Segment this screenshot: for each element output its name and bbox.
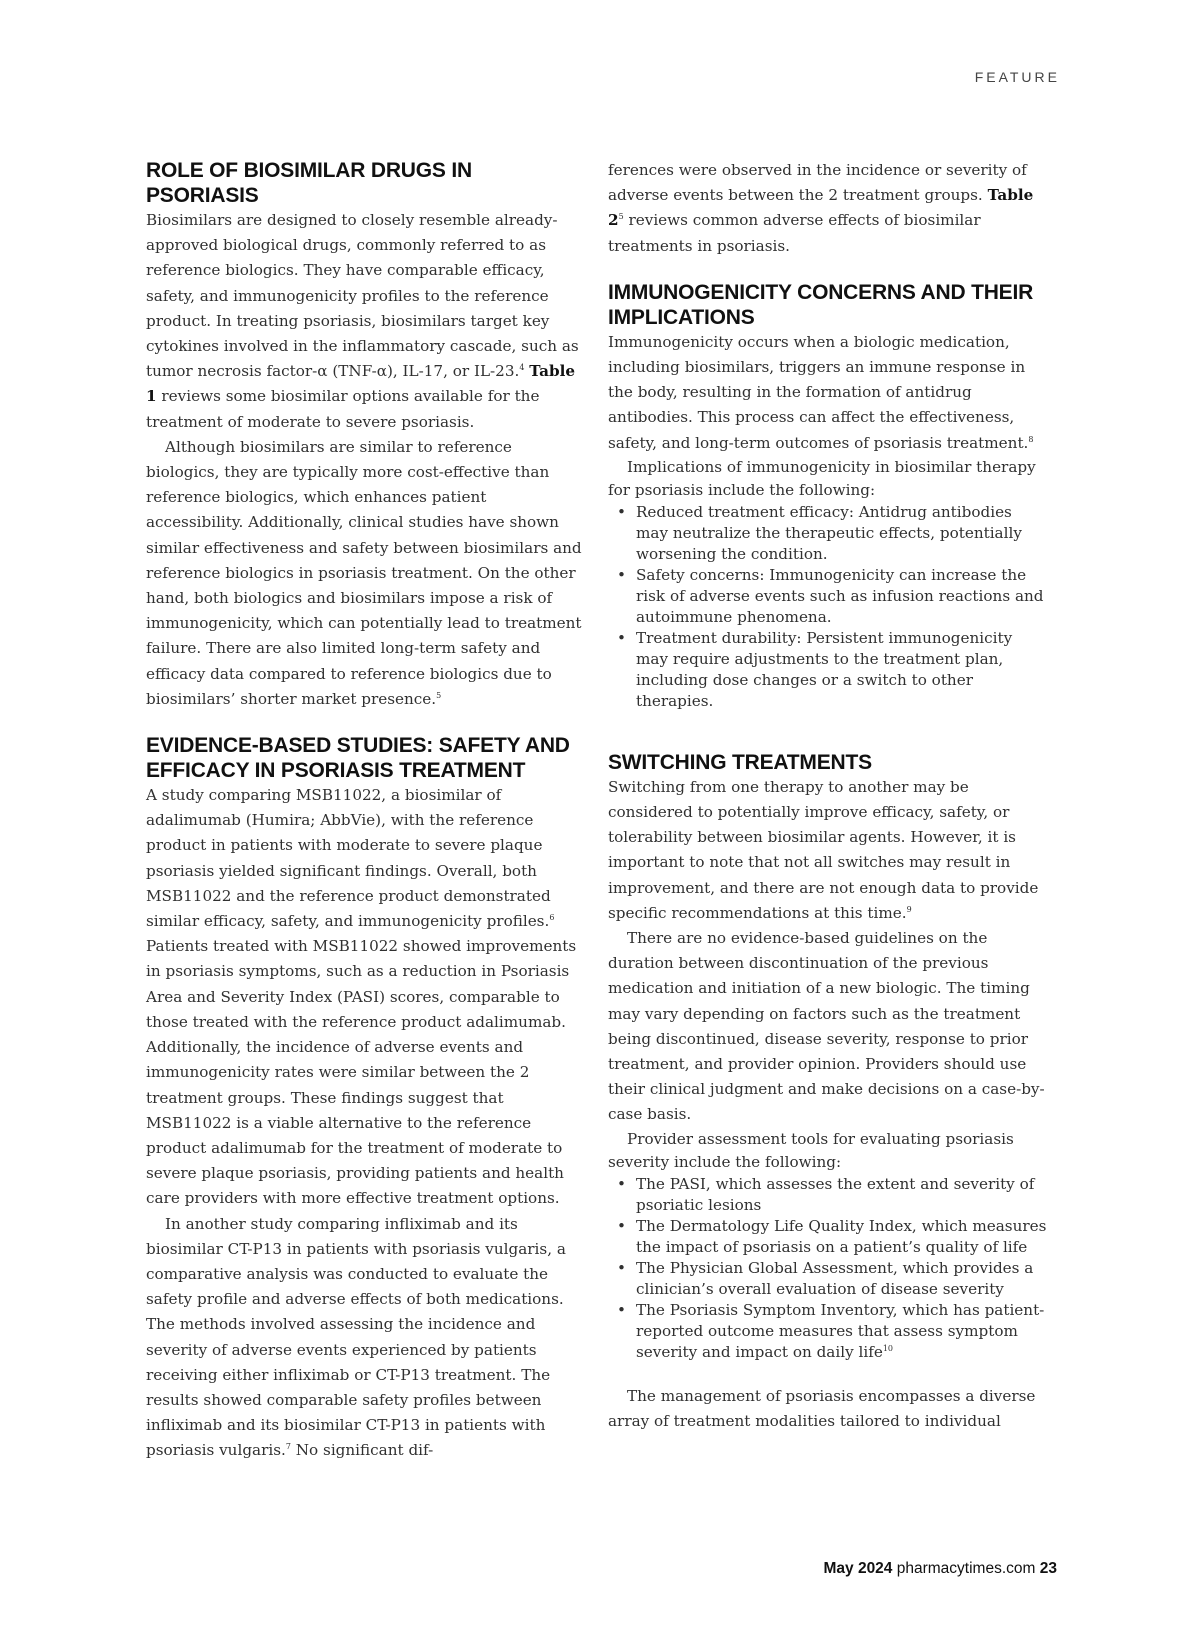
list-item: • The Psoriasis Symptom Inventory, which has patient-reported outcome measures that assess symptom severity and impact on daily life$^{10}$ [608, 1300, 1048, 1363]
heading-switching-treatments: SWITCHING TREATMENTS [608, 750, 872, 774]
citation: 9 [906, 904, 912, 914]
paragraph-msb11022-study: A study comparing MSB11022, a biosimilar of adalimumab (Humira; AbbVie), with the reference product in patients with moderate to severe plaque psoriasis yielded significant findings. Overall, both MSB11022 and the reference product demonstrated similar efficacy, safety, and immunogenicity profiles.$^6$ Patients treated with MSB11022 showed improvements in psoriasis symptoms, such as a reduction in Psoriasis Area and Severity Index (PASI) scores, comparable to those treated with the reference product adalimumab. Additionally, the incidence of adverse events and immunogenicity rates were similar between the 2 treatment groups. These findings suggest that MSB11022 is a viable alternative to the reference product adalimumab for the treatment of moderate to severe plaque psoriasis, providing patients and health care providers with more effective treatment options. [146, 786, 577, 1208]
paragraph-management-of-psoriasis: The management of psoriasis encompasses a diverse array of treatment modalities tailored to individual [608, 1386, 1036, 1430]
heading-role-of-biosimilars: ROLE OF BIOSIMILAR DRUGS IN PSORIASIS [146, 159, 472, 207]
left-column [146, 158, 584, 1464]
table-2-link[interactable]: Table 2 [608, 186, 1034, 230]
right-column [608, 158, 1048, 1434]
list-item: • The Dermatology Life Quality Index, which measures the impact of psoriasis on a patient’s quality of life [608, 1216, 1048, 1258]
paragraph-no-guidelines: There are no evidence-based guidelines on the duration between discontinuation of the previous medication and initiation of a new biologic. The timing may vary depending on factors such as the treatment being discontinued, disease severity, response to prior treatment, and provider opinion. Providers should use their clinical judgment and make decisions on a case-by-case basis. [608, 929, 1045, 1124]
list-item: • The PASI, which assesses the extent and severity of psoriatic lesions [608, 1174, 1048, 1216]
heading-evidence-based-studies: EVIDENCE-BASED STUDIES: SAFETY AND EFFICACY IN PSORIASIS TREATMENT [146, 734, 570, 783]
citation: 8 [1028, 434, 1034, 444]
citation: 5 [618, 212, 624, 222]
list-item: • The Physician Global Assessment, which provides a clinician’s overall evaluation of disease severity [608, 1258, 1048, 1300]
paragraph-biosimilars-intro: Biosimilars are designed to closely resemble already-approved biological drugs, commonly referred to as reference biologics. They have comparable efficacy, safety, and immunogenicity profiles to the reference product. In treating psoriasis, biosimilars target key cytokines involved in the inflammatory cascade, such as tumor necrosis factor-α (TNF-α), IL-17, or IL-23.$^4$ Table 1 reviews some biosimilar options available for the treatment of moderate to severe psoriasis. [146, 211, 579, 431]
citation: 4 [519, 363, 525, 373]
paragraph-assessment-tools-intro: Provider assessment tools for evaluating psoriasis severity include the following: [608, 1129, 1014, 1171]
page-number: 23 [1039, 1560, 1057, 1577]
heading-immunogenicity-concerns: IMMUNOGENICITY CONCERNS AND THEIR IMPLICATIONS [608, 280, 1034, 329]
section-label: FEATURE [974, 69, 1060, 85]
list-item: • Treatment durability: Persistent immunogenicity may require adjustments to the treatment plan, including dose changes or a switch to other therapies. [608, 628, 1048, 712]
list-item: • Reduced treatment efficacy: Antidrug antibodies may neutralize the therapeutic effects, potentially worsening the condition. [608, 502, 1048, 565]
citation: 7 [285, 1442, 291, 1452]
paragraph-ct-p13-study: In another study comparing infliximab and its biosimilar CT-P13 in patients with psoriasis vulgaris, a comparative analysis was conducted to evaluate the safety profile and adverse effects of both medications. The methods involved assessing the incidence and severity of adverse events experienced by patients receiving either infliximab or CT-P13 treatment. The results showed comparable safety profiles between infliximab and its biosimilar CT-P13 in patients with psoriasis vulgaris.$^7$ No significant dif- [146, 1214, 566, 1460]
paragraph-cost-effectiveness: Although biosimilars are similar to reference biologics, they are typically more cost-effective than reference biologics, which enhances patient accessibility. Additionally, clinical studies have shown similar effectiveness and safety between biosimilars and reference biologics in psoriasis treatment. On the other hand, both biologics and biosimilars impose a risk of immunogenicity, which can potentially lead to treatment failure. There are also limited long-term safety and efficacy data compared to reference biologics due to biosimilars’ shorter market presence.$^5$ [146, 437, 582, 708]
list-item: • Safety concerns: Immunogenicity can increase the risk of adverse events such as infusion reactions and autoimmune phenomena. [608, 565, 1048, 628]
paragraph-implications-intro: Implications of immunogenicity in biosimilar therapy for psoriasis include the following: [608, 457, 1036, 499]
paragraph-immunogenicity-definition: Immunogenicity occurs when a biologic medication, including biosimilars, triggers an immune response in the body, resulting in the formation of antidrug antibodies. This process can affect the effectiveness, safety, and long-term outcomes of psoriasis treatment.$^8$ [608, 332, 1034, 452]
citation: 6 [549, 913, 555, 923]
paragraph-adverse-events-continued: ferences were observed in the incidence or severity of adverse events between the 2 treatment groups. Table $2^5$ reviews common adverse effects of biosimilar treatments in psoriasis. [608, 161, 1034, 255]
page-footer [823, 1560, 1057, 1578]
implications-list [608, 502, 1048, 712]
issue-date: May 2024 [823, 1560, 893, 1577]
assessment-tools-list [608, 1174, 1048, 1363]
citation: 5 [436, 690, 442, 700]
paragraph-switching-therapy: Switching from one therapy to another may be considered to potentially improve efficacy, safety, or tolerability between biosimilar agents. However, it is important to note that not all switches may result in improvement, and there are not enough data to provide specific recommendations at this time.$^9$ [608, 777, 1039, 922]
citation: 10 [882, 1343, 893, 1353]
table-1-link[interactable]: Table 1 [146, 362, 576, 406]
website: pharmacytimes.com [896, 1560, 1036, 1577]
